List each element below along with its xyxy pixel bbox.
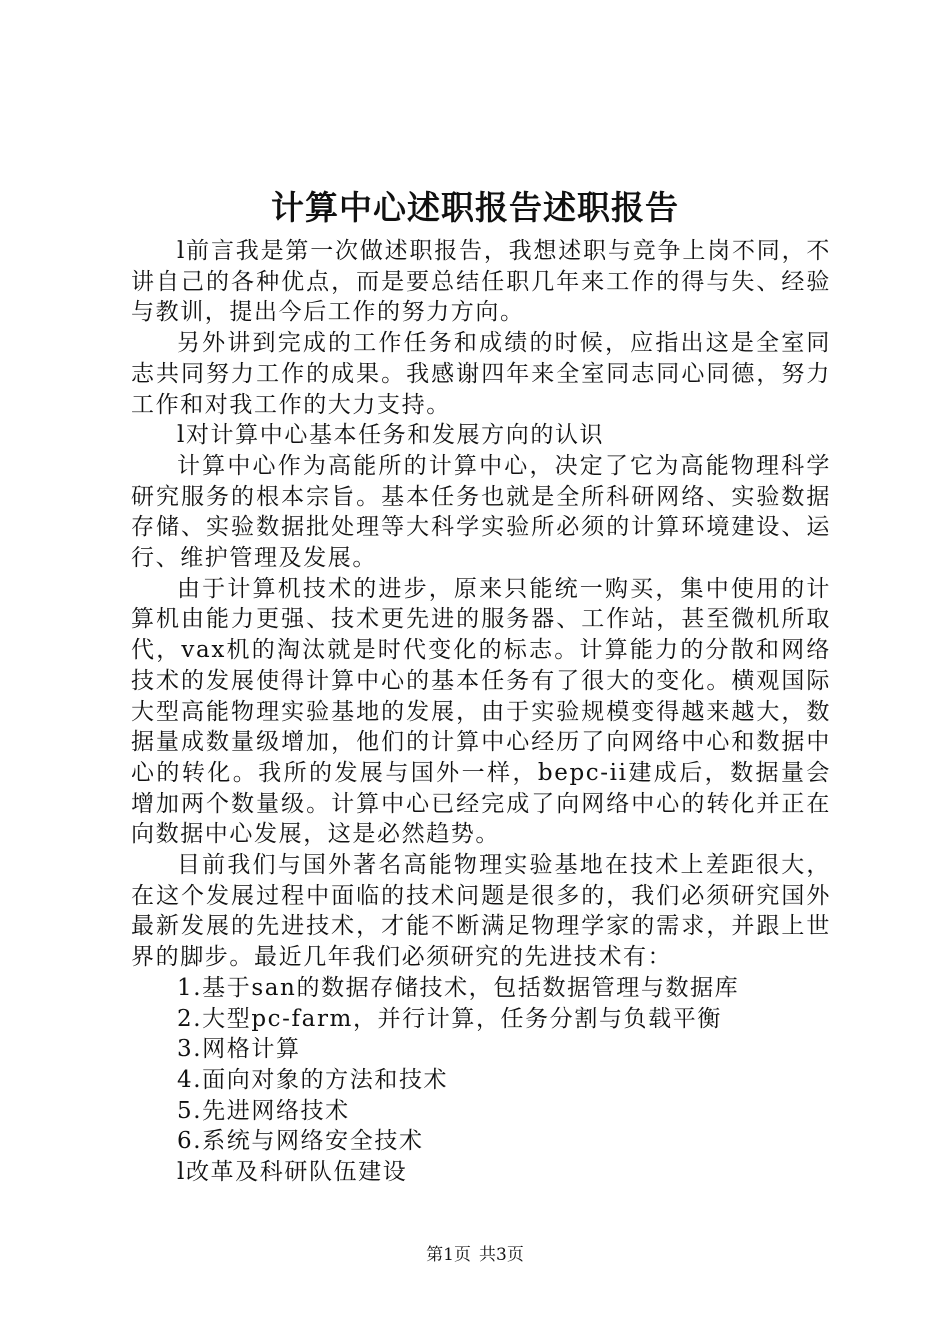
page-number: 第1页 <box>426 1245 471 1265</box>
document-body <box>131 236 831 1188</box>
list-item-network: 5.先进网络技术 <box>177 1097 350 1124</box>
list-item-pc-farm: 2.大型pc-farm，并行计算，任务分割与负载平衡 <box>177 1005 722 1032</box>
paragraph-preface: l前言我是第一次做述职报告，我想述职与竞争上岗不同，不讲自己的各种优点，而是要总结任职几年来工作的得与失、经验与教训，提出今后工作的努力方向。 <box>131 238 831 326</box>
paragraph-mission: 计算中心作为高能所的计算中心，决定了它为高能物理科学研究服务的根本宗旨。基本任务也就是全所科研网络、实验数据存储、实验数据批处理等大科学实验所必须的计算环境建设、运行、维护管理及发展。 <box>131 452 831 572</box>
list-item-object-oriented: 4.面向对象的方法和技术 <box>177 1066 449 1093</box>
paragraph-thanks: 另外讲到完成的工作任务和成绩的时候，应指出这是全室同志共同努力工作的成果。我感谢四年来全室同志同心同德，努力工作和对我工作的大力支持。 <box>131 330 831 418</box>
list-item-security: 6.系统与网络安全技术 <box>177 1128 424 1155</box>
page-footer <box>0 1243 950 1267</box>
page-total: 共3页 <box>479 1245 524 1265</box>
section-heading-mission: l对计算中心基本任务和发展方向的认识 <box>177 422 605 449</box>
paragraph-development: 由于计算机技术的进步，原来只能统一购买，集中使用的计算机由能力更强、技术更先进的服务器、工作站，甚至微机所取代，vax机的淘汰就是时代变化的标志。计算能力的分散和网络技术的发展使得计算中心的基本任务有了很大的变化。横观国际大型高能物理实验基地的发展，由于实验规模变得越来越大，数据量成数量级增加，他们的计算中心经历了向网络中心和数据中心的转化。我所的发展与国外一样，bepc-ii建成后，数据量会增加两个数量级。计算中心已经完成了向网络中心的转化并正在向数据中心发展，这是必然趋势。 <box>131 575 831 848</box>
list-item-grid: 3.网格计算 <box>177 1036 301 1063</box>
paragraph-technology-gap: 目前我们与国外著名高能物理实验基地在技术上差距很大，在这个发展过程中面临的技术问题是很多的，我们必须研究国外最新发展的先进技术，才能不断满足物理学家的需求，并跟上世界的脚步。最近几年我们必须研究的先进技术有： <box>131 852 831 971</box>
section-heading-reform: l改革及科研队伍建设 <box>177 1159 408 1186</box>
list-item-san: 1.基于san的数据存储技术，包括数据管理与数据库 <box>177 974 740 1001</box>
document-title: 计算中心述职报告述职报告 <box>271 188 679 227</box>
